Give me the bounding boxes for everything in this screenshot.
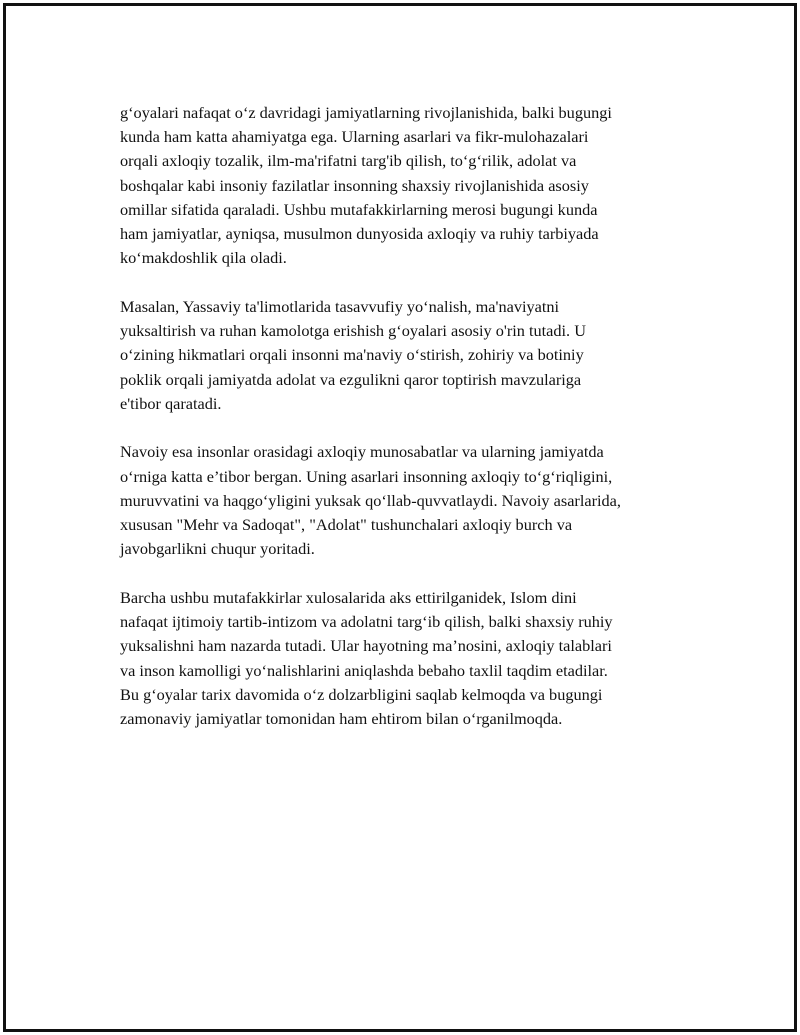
page-frame [3,3,797,1032]
paragraph-2: Masalan, Yassaviy ta'limotlarida tasavvufiy yo‘nalish, ma'naviyatni yuksaltirish va ruhan kamolotga erishish g‘oyalari asosiy o'rin tutadi. U o‘zining hikmatlari orqali insonni ma'naviy o‘stirish, zohiriy va botiniy poklik orqali jamiyatda adolat va ezgulikni qaror toptirish mavzulariga e'tibor qaratadi. [120,296,586,413]
paragraph-1: g‘oyalari nafaqat o‘z davridagi jamiyatlarning rivojlanishida, balki bugungi kunda ham katta ahamiyatga ega. Ularning asarlari va fikr-mulohazalari orqali axloqiy tozalik, ilm-ma'rifatni targ'ib qilish, to‘g‘rilik, adolat va boshqalar kabi insoniy fazilatlar insonning shaxsiy rivojlanishida asosiy omillar sifatida qaraladi. Ushbu mutafakkirlarning merosi bugungi kunda ham jamiyatlar, ayniqsa, musulmon dunyosida axloqiy va ruhiy tarbiyada ko‘makdoshlik qila oladi. [120,103,612,268]
paragraph-3: Navoiy esa insonlar orasidagi axloqiy munosabatlar va ularning jamiyatda o‘rniga katta e’tibor bergan. Uning asarlari insonning axloqiy to‘g‘riqligini, muruvvatini va haqgo‘yligini yuksak qo‘llab-quvvatlaydi. Navoiy asarlarida, xususan "Mehr va Sadoqat", "Adolat" tushunchalari axloqiy burch va javobgarlikni chuqur yoritadi. [120,442,621,559]
document-body [120,101,686,756]
paragraph-4: Barcha ushbu mutafakkirlar xulosalarida aks ettirilganidek, Islom dini nafaqat ijtimoiy tartib-intizom va adolatni targ‘ib qilish, balki shaxsiy ruhiy yuksalishni ham nazarda tutadi. Ular hayotning ma’nosini, axloqiy talablari va inson kamolligi yo‘nalishlarini aniqlashda bebaho taxlil taqdim etadilar. Bu g‘oyalar tarix davomida o‘z dolzarbligini saqlab kelmoqda va bugungi zamonaviy jamiyatlar tomonidan ham ehtirom bilan o‘rganilmoqda. [120,587,613,728]
